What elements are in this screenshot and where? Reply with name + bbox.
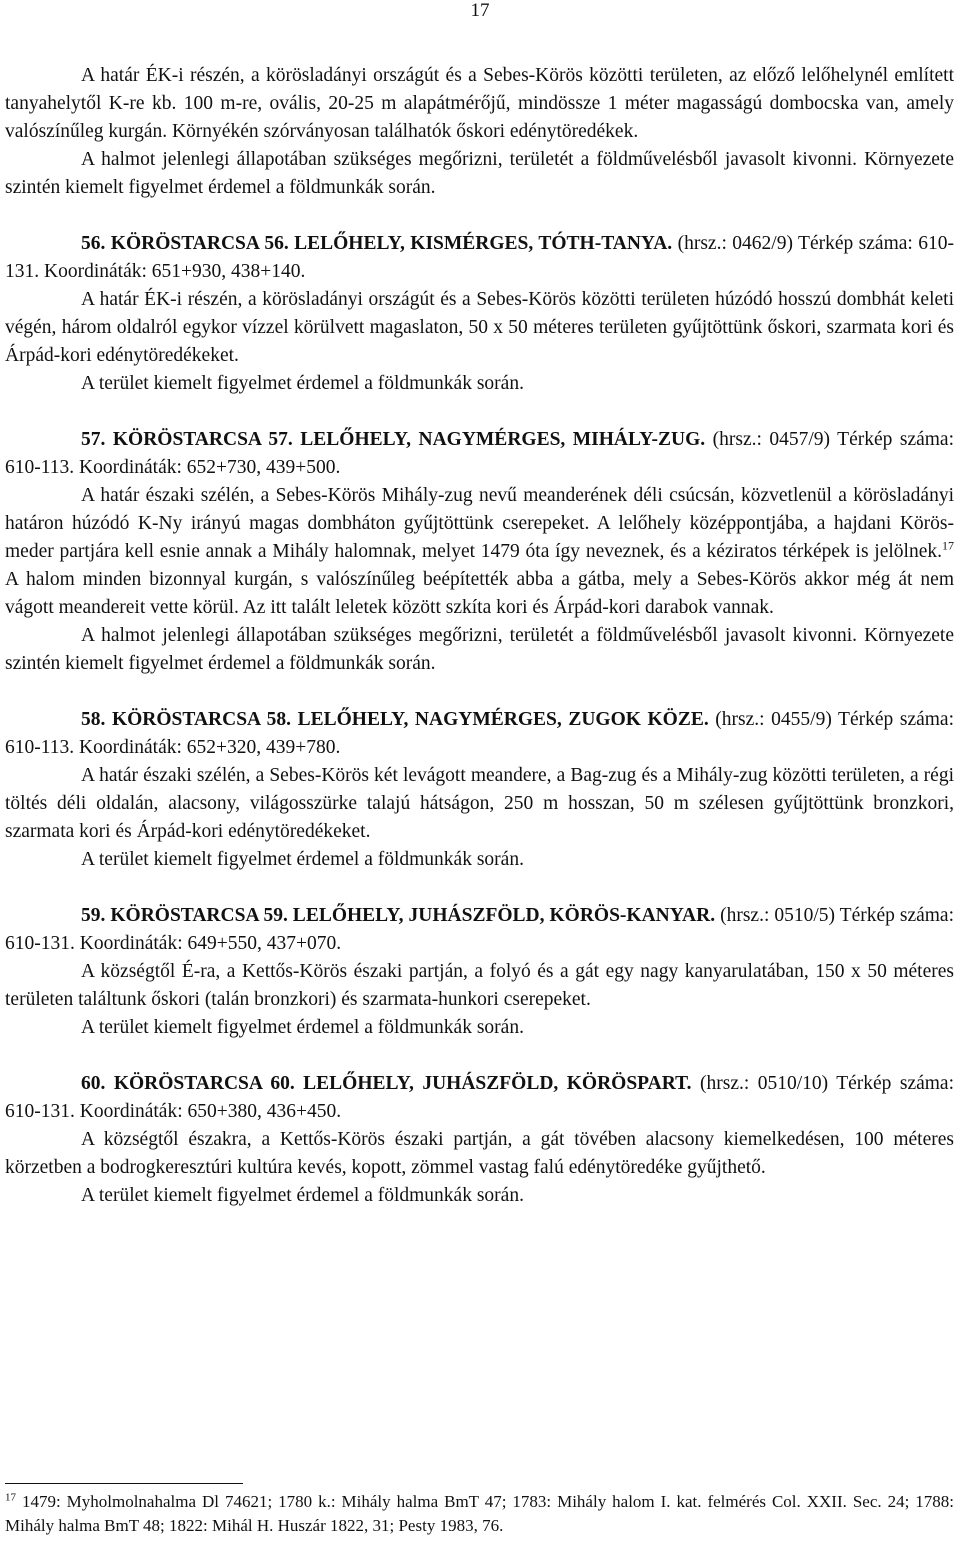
site-entry-59 (5, 902, 954, 1042)
entry-meta: (hrsz.: 0455/9) Térkép száma: 610-113. Koordináták: 652+320, 439+780. (5, 709, 954, 758)
entry-paragraph: A halmot jelenlegi állapotában szükséges megőrizni, területét a földművelésből javasolt kivonni. Környezete szintén kiemelt figyelmet érdemel a földmunkák során. (5, 625, 954, 674)
entry-title: 58. KÖRÖSTARCSA 58. LELŐHELY, NAGYMÉRGES, ZUGOK KÖZE. (81, 709, 709, 730)
entry-paragraph: A községtől É-ra, a Kettős-Körös északi partján, a folyó és a gát egy nagy kanyarulatában, 150 x 50 méteres területen találtunk őskori (talán bronzkori) és szarmata-hunkori cserepeket. (5, 961, 954, 1010)
entry-paragraph: A határ ÉK-i részén, a körösladányi országút és a Sebes-Körös közötti területen húzódó hosszú dombhát keleti végén, három oldalról egykor vízzel körülvett magaslaton, 50 x 50 méteres területen gyűjtöttünk őskori, szarmata kori és Árpád-kori edénytöredékeket. (5, 289, 954, 366)
entry-paragraph: A községtől északra, a Kettős-Körös északi partján, a gát tövében alacsony kiemelkedésen, 100 méteres körzetben a bodrogkeresztúri kultúra kevés, kopott, zömmel vastag falú edénytöredéke gyűjthető. (5, 1129, 954, 1178)
entry-paragraph: A terület kiemelt figyelmet érdemel a földmunkák során. (81, 1017, 524, 1038)
entry-heading (5, 902, 954, 958)
site-entry-60 (5, 1070, 954, 1210)
footnote-separator (5, 1483, 243, 1484)
entry-heading (5, 706, 954, 762)
entry-paragraph: A terület kiemelt figyelmet érdemel a földmunkák során. (81, 1185, 524, 1206)
page-body (5, 62, 954, 1210)
entry-paragraph: A terület kiemelt figyelmet érdemel a földmunkák során. (81, 849, 524, 870)
entry-meta: (hrsz.: 0457/9) Térkép száma: 610-113. Koordináták: 652+730, 439+500. (5, 429, 955, 478)
entry-heading (5, 230, 954, 286)
footnote-text: 1479: Myholmolnahalma Dl 74621; 1780 k.: Mihály halma BmT 47; 1783: Mihály halom I. kat. felmérés Col. XXII. Sec. 24; 1788: Mihály halma BmT 48; 1822: Mihál H. Huszár 1822, 31; Pesty 1983, 76. (5, 1492, 954, 1535)
entry-heading (5, 426, 954, 482)
intro-paragraph: A határ ÉK-i részén, a körösladányi országút és a Sebes-Körös közötti területen, az előző lelőhelynél említett tanyahelytől K-re kb. 100 m-re, ovális, 20-25 m alapátmérőjű, mindössze 1 méter magasságú dombocska van, amely valószínűleg kurgán. Környékén szórványosan találhatók őskori edénytöredékek. (5, 65, 954, 142)
entry-title: 56. KÖRÖSTARCSA 56. LELŐHELY, KISMÉRGES, TÓTH-TANYA. (81, 233, 673, 254)
entry-paragraph: A határ északi szélén, a Sebes-Körös két levágott meandere, a Bag-zug és a Mihály-zug közötti területen, a régi töltés déli oldalán, alacsony, világosszürke talajú hátságon, 250 m hosszan, 50 m szélesen gyűjtöttünk bronzkori, szarmata kori és Árpád-kori edénytöredékeket. (5, 765, 954, 842)
site-entry-56 (5, 230, 954, 398)
entry-text: A halom minden bizonnyal kurgán, s valószínűleg beépítették abba a gátba, mely a Sebes-Körös akkor még át nem vágott meandereit vette körül. Az itt talált leletek között szkíta kori és Árpád-kori darabok vannak. (5, 569, 954, 618)
entry-text: A határ északi szélén, a Sebes-Körös Mihály-zug nevű meanderének déli csúcsán, közvetlenül a körösladányi határon húzódó K-Ny irányú magas dombháton gyűjtöttünk cserepeket. A lelőhely középpontjába, a hajdani Körös-meder partjára kell esnie annak a Mihály halomnak, melyet 1479 óta így neveznek, és a kéziratos térképek is jelölnek. (5, 485, 954, 562)
entry-meta: (hrsz.: 0462/9) Térkép száma: 610-131. Koordináták: 651+930, 438+140. (5, 233, 954, 282)
entry-title: 60. KÖRÖSTARCSA 60. LELŐHELY, JUHÁSZFÖLD, KÖRÖSPART. (81, 1073, 692, 1094)
entry-heading (5, 1070, 954, 1126)
footnote (5, 1490, 954, 1538)
footnote-reference[interactable]: 17 (942, 538, 954, 553)
entry-meta: (hrsz.: 0510/5) Térkép száma: 610-131. Koordináták: 649+550, 437+070. (5, 905, 955, 954)
entry-meta: (hrsz.: 0510/10) Térkép száma: 610-131. Koordináták: 650+380, 436+450. (5, 1073, 954, 1122)
footnote-mark: 17 (5, 1491, 16, 1504)
entry-title: 57. KÖRÖSTARCSA 57. LELŐHELY, NAGYMÉRGES, MIHÁLY-ZUG. (81, 429, 706, 450)
entry-paragraph: A terület kiemelt figyelmet érdemel a földmunkák során. (81, 373, 524, 394)
entry-title: 59. KÖRÖSTARCSA 59. LELŐHELY, JUHÁSZFÖLD, KÖRÖS-KANYAR. (81, 905, 716, 926)
entry-paragraph (5, 482, 954, 622)
site-entry-57 (5, 426, 954, 678)
site-entry-58 (5, 706, 954, 874)
page-number: 17 (470, 0, 490, 21)
intro-paragraph: A halmot jelenlegi állapotában szükséges megőrizni, területét a földművelésből javasolt kivonni. Környezete szintén kiemelt figyelmet érdemel a földmunkák során. (5, 149, 954, 198)
